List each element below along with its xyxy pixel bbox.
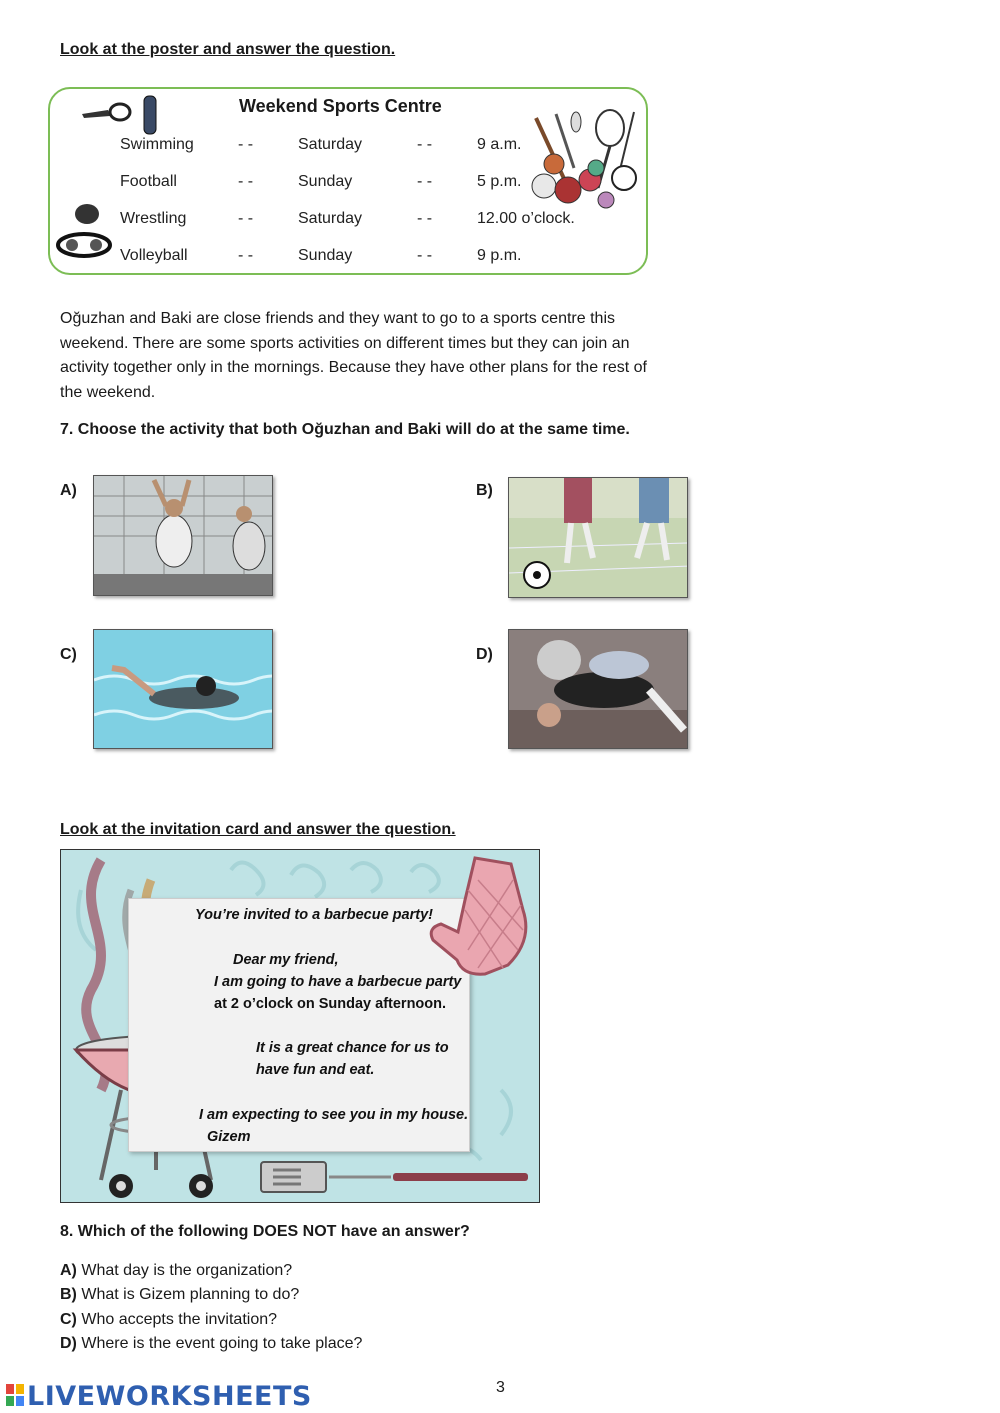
question-8: 8. Which of the following DOES NOT have an answer?: [60, 1223, 470, 1240]
logo-grid-icon: [6, 1382, 24, 1413]
invitation-line: at 2 o’clock on Sunday afternoon.: [214, 996, 447, 1012]
option-b-label[interactable]: B): [476, 482, 493, 499]
option-a-label[interactable]: A): [60, 482, 77, 499]
option-c-label[interactable]: C): [60, 646, 77, 663]
swim-gear-icon: [78, 92, 168, 138]
schedule-day: Sunday: [298, 173, 353, 190]
invitation-signature: Gizem: [207, 1129, 251, 1145]
wrestling-gear-icon: [54, 200, 116, 262]
swimming-photo[interactable]: [93, 629, 273, 749]
scenario-paragraph: Oğuzhan and Baki are close friends and they want to go to a sports centre this weekend. There are some sports activities on different times but they can join an activity together only in the mornings. Because they have other plans for the rest of the weekend.: [60, 310, 647, 401]
schedule-time: 9 a.m.: [477, 136, 522, 153]
schedule-separator: - -: [417, 247, 433, 264]
schedule-separator: - -: [238, 173, 254, 190]
invitation-greeting: Dear my friend,: [233, 952, 339, 968]
schedule-sport: Swimming: [120, 136, 194, 153]
schedule-separator: - -: [238, 247, 254, 264]
schedule-separator: - -: [238, 210, 254, 227]
poster-title: Weekend Sports Centre: [239, 96, 442, 116]
schedule-separator: - -: [238, 136, 254, 153]
football-photo[interactable]: [508, 477, 688, 598]
liveworksheets-logo: LIVEWORKSHEETS: [6, 1381, 312, 1413]
schedule-day: Saturday: [298, 136, 363, 153]
schedule-sport: Wrestling: [120, 210, 187, 227]
page-number: 3: [496, 1379, 505, 1396]
volleyball-photo[interactable]: [93, 475, 273, 596]
invitation-line: have fun and eat.: [256, 1062, 375, 1078]
schedule-separator: - -: [417, 210, 433, 227]
poster-heading: Look at the poster and answer the question.: [60, 41, 396, 58]
schedule-day: Sunday: [298, 247, 353, 264]
invitation-title: You’re invited to a barbecue party!: [195, 907, 433, 923]
schedule-time: 9 p.m.: [477, 247, 522, 264]
wrestling-photo[interactable]: [508, 629, 688, 749]
schedule-day: Saturday: [298, 210, 363, 227]
invitation-line: I am expecting to see you in my house.: [199, 1107, 469, 1123]
answer-option-a[interactable]: A) What day is the organization?: [60, 1262, 293, 1279]
invitation-heading: Look at the invitation card and answer the question.: [60, 821, 456, 838]
answer-list: [60, 1259, 362, 1356]
invitation-line: It is a great chance for us to: [256, 1040, 449, 1056]
oven-mitt-icon: [423, 850, 540, 990]
answer-option-c[interactable]: C) Who accepts the invitation?: [60, 1310, 278, 1328]
invitation-line: I am going to have a barbecue party: [214, 974, 462, 990]
sports-equipment-icon: [526, 108, 646, 212]
schedule-sport: Volleyball: [120, 247, 188, 264]
schedule-separator: - -: [417, 173, 433, 190]
question-7: 7. Choose the activity that both Oğuzhan and Baki will do at the same time.: [60, 421, 630, 438]
schedule-separator: - -: [417, 136, 433, 153]
answer-option-d[interactable]: D) Where is the event going to take place?: [60, 1334, 363, 1352]
answer-option-b[interactable]: B) What is Gizem planning to do?: [60, 1286, 300, 1304]
schedule-time: 12.00 o’clock.: [477, 210, 575, 227]
invitation-card: [60, 849, 540, 1203]
option-d-label[interactable]: D): [476, 646, 493, 663]
schedule-sport: Football: [120, 173, 177, 190]
schedule-time: 5 p.m.: [477, 173, 522, 190]
